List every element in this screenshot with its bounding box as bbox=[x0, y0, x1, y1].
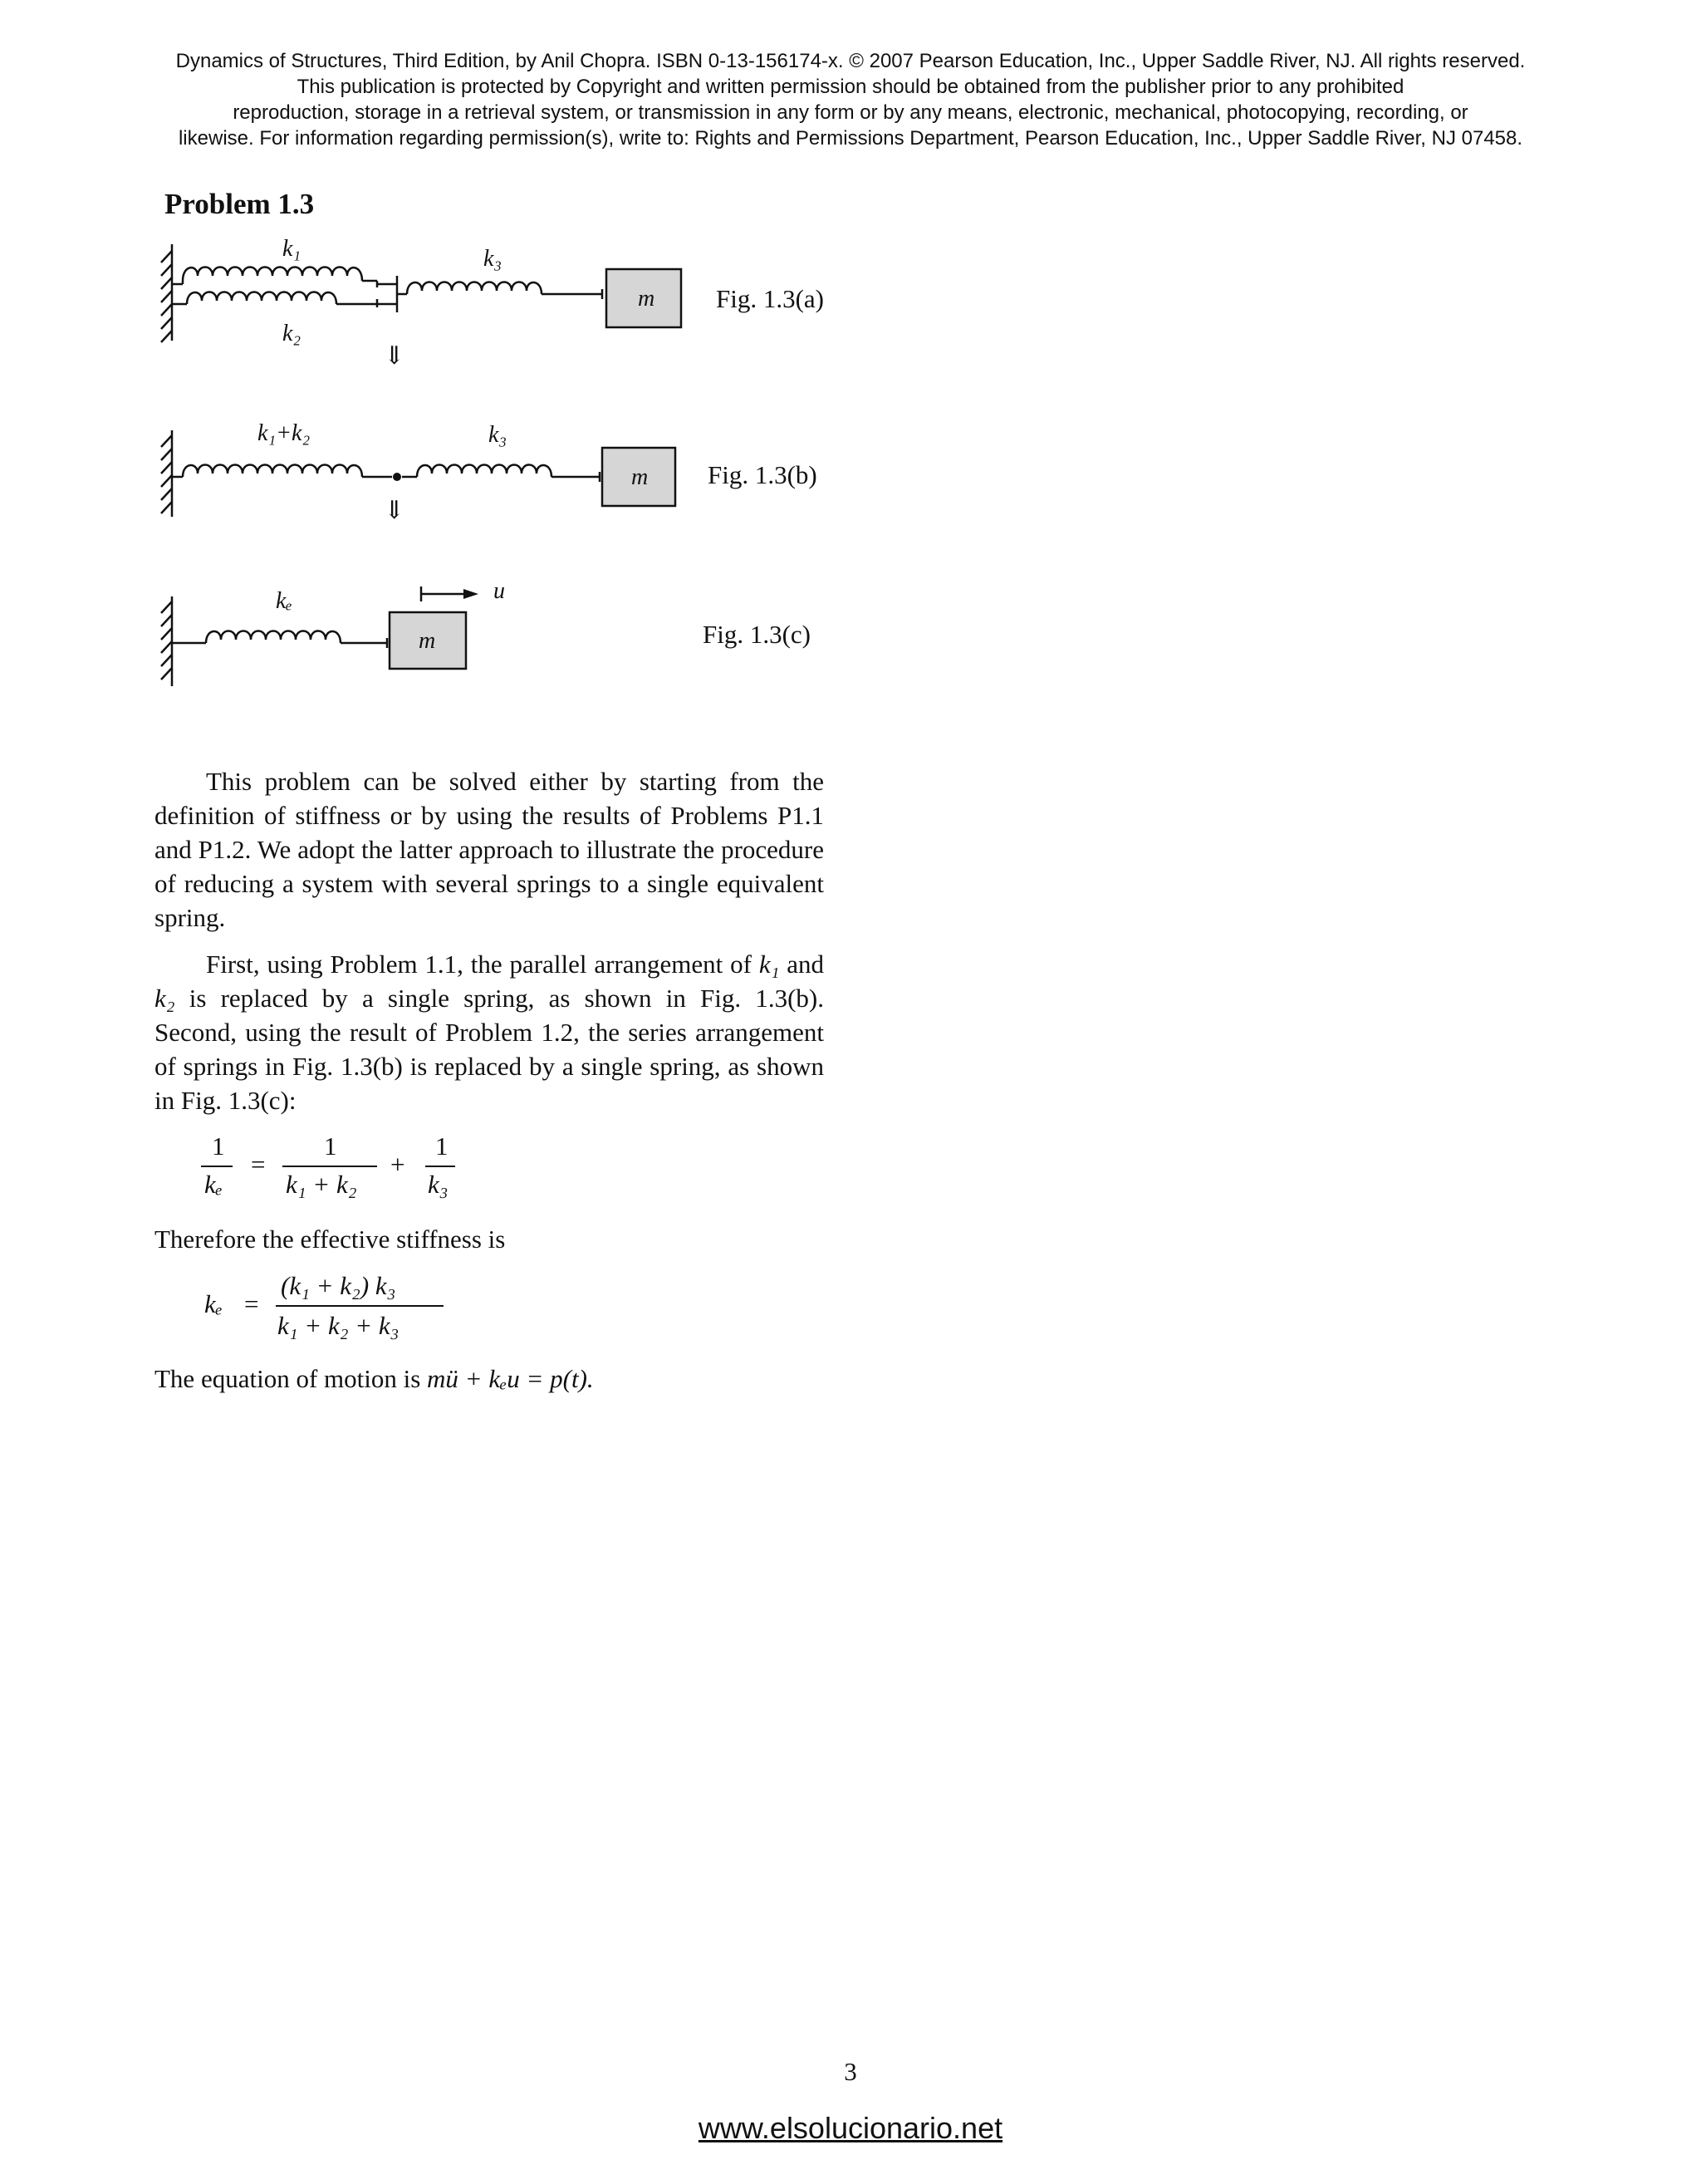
copyright-line: reproduction, storage in a retrieval system, or transmission in any form or by any means, electronic, mechanical, photocopying, recording, or bbox=[233, 101, 1468, 124]
fraction-bar bbox=[282, 1166, 377, 1167]
series-node bbox=[393, 473, 401, 481]
equation-effective-stiffness bbox=[204, 1271, 453, 1346]
eq2-equals: = bbox=[244, 1289, 259, 1318]
paragraph-2-text: First, using Problem 1.1, the parallel arrangement of bbox=[206, 950, 759, 979]
figure-1-3a bbox=[158, 233, 698, 374]
paragraph-1: This problem can be solved either by starting from the definition of stiffness or by using the results of Problems P1.1 and P1.2. We adopt the latter approach to illustrate the procedure of reducing a system with several springs to a single equivalent spring. bbox=[154, 767, 824, 932]
figure-1-3c bbox=[158, 575, 548, 691]
figure-caption-b: Fig. 1.3(b) bbox=[708, 460, 817, 489]
eq1-equals: = bbox=[251, 1150, 266, 1179]
copyright-notice bbox=[0, 48, 1701, 151]
wall-hatch bbox=[161, 430, 172, 517]
fraction-bar bbox=[276, 1305, 444, 1307]
fraction-bar bbox=[201, 1166, 233, 1167]
symbol-k2: k₂ bbox=[154, 984, 175, 1013]
copyright-line: Dynamics of Structures, Third Edition, by Anil Chopra. ISBN 0-13-156174-x. © 2007 Pearson Education, Inc., Upper Saddle River, NJ. All rights reserved. bbox=[175, 50, 1526, 72]
figure-1-3b bbox=[158, 417, 698, 533]
eq1-t2-num: 1 bbox=[435, 1131, 449, 1161]
equation-of-motion-line bbox=[154, 1364, 594, 1394]
spring-k2 bbox=[172, 292, 377, 308]
spring-k1-k2 bbox=[172, 465, 392, 478]
spring-k1 bbox=[172, 267, 377, 288]
down-arrow: ⇓ bbox=[384, 497, 405, 524]
eq1-lhs-num: 1 bbox=[212, 1131, 225, 1161]
paragraph-2 bbox=[154, 947, 824, 1117]
paragraph-2-text: is replaced by a single spring, as shown in Fig. 1.3(b). Second, using the result of Problem 1.2, the series arrangement of springs in Fig. 1.3(b) is replaced by a single spring, as shown in Fig. 1.3(c): bbox=[154, 984, 824, 1115]
spring-k2-label: k₂ bbox=[282, 321, 301, 346]
eq2-num: (k₁ + k₂) k₃ bbox=[281, 1271, 396, 1300]
wall-hatch bbox=[161, 596, 172, 686]
copyright-line: This publication is protected by Copyright and written permission should be obtained from the publisher prior to any prohibited bbox=[297, 76, 1404, 98]
figure-caption-a: Fig. 1.3(a) bbox=[716, 284, 825, 313]
page-number: 3 bbox=[844, 2057, 857, 2086]
spring-k3 bbox=[397, 282, 602, 300]
eom-equation: mü + kₑu = p(t). bbox=[427, 1364, 594, 1393]
mass-label: m bbox=[631, 464, 649, 490]
symbol-k1: k₁ bbox=[758, 950, 780, 979]
rigid-bar bbox=[377, 276, 397, 312]
eq1-t2-den: k₃ bbox=[428, 1170, 449, 1199]
mass-label: m bbox=[638, 286, 655, 312]
paragraph-2-text: and bbox=[779, 950, 825, 979]
spring-k3 bbox=[402, 465, 600, 483]
figure-caption-c: Fig. 1.3(c) bbox=[703, 620, 811, 649]
down-arrow: ⇓ bbox=[384, 342, 405, 370]
problem-title: Problem 1.3 bbox=[164, 188, 315, 220]
therefore-line: Therefore the effective stiffness is bbox=[154, 1225, 506, 1254]
spring-ke-label: kₑ bbox=[276, 588, 292, 614]
displacement-arrow bbox=[421, 586, 478, 601]
eq1-t1-den: k₁ + k₂ bbox=[286, 1170, 357, 1199]
eq2-lhs: kₑ bbox=[204, 1289, 223, 1318]
wall-hatch bbox=[161, 244, 172, 342]
equation-series-stiffness bbox=[199, 1131, 465, 1206]
spring-k1-k2-label: k₁+k₂ bbox=[257, 420, 311, 446]
eq1-plus: + bbox=[390, 1150, 405, 1179]
mass-label: m bbox=[419, 628, 436, 654]
spring-ke bbox=[172, 631, 387, 649]
spring-k3-label: k₃ bbox=[488, 422, 507, 448]
eom-prefix: The equation of motion is bbox=[154, 1364, 428, 1393]
site-link[interactable]: www.elsolucionario.net bbox=[698, 2111, 1003, 2145]
eq1-lhs-den: kₑ bbox=[204, 1170, 223, 1199]
eq1-t1-num: 1 bbox=[324, 1131, 337, 1161]
spring-k1-label: k₁ bbox=[282, 236, 301, 262]
spring-k3-label: k₃ bbox=[483, 246, 502, 272]
copyright-line: likewise. For information regarding permission(s), write to: Rights and Permissions Department, Pearson Education, Inc., Upper Saddle River, NJ 07458. bbox=[178, 127, 1523, 150]
fraction-bar bbox=[425, 1166, 455, 1167]
displacement-label: u bbox=[493, 578, 505, 604]
eq2-den: k₁ + k₂ + k₃ bbox=[277, 1311, 400, 1340]
